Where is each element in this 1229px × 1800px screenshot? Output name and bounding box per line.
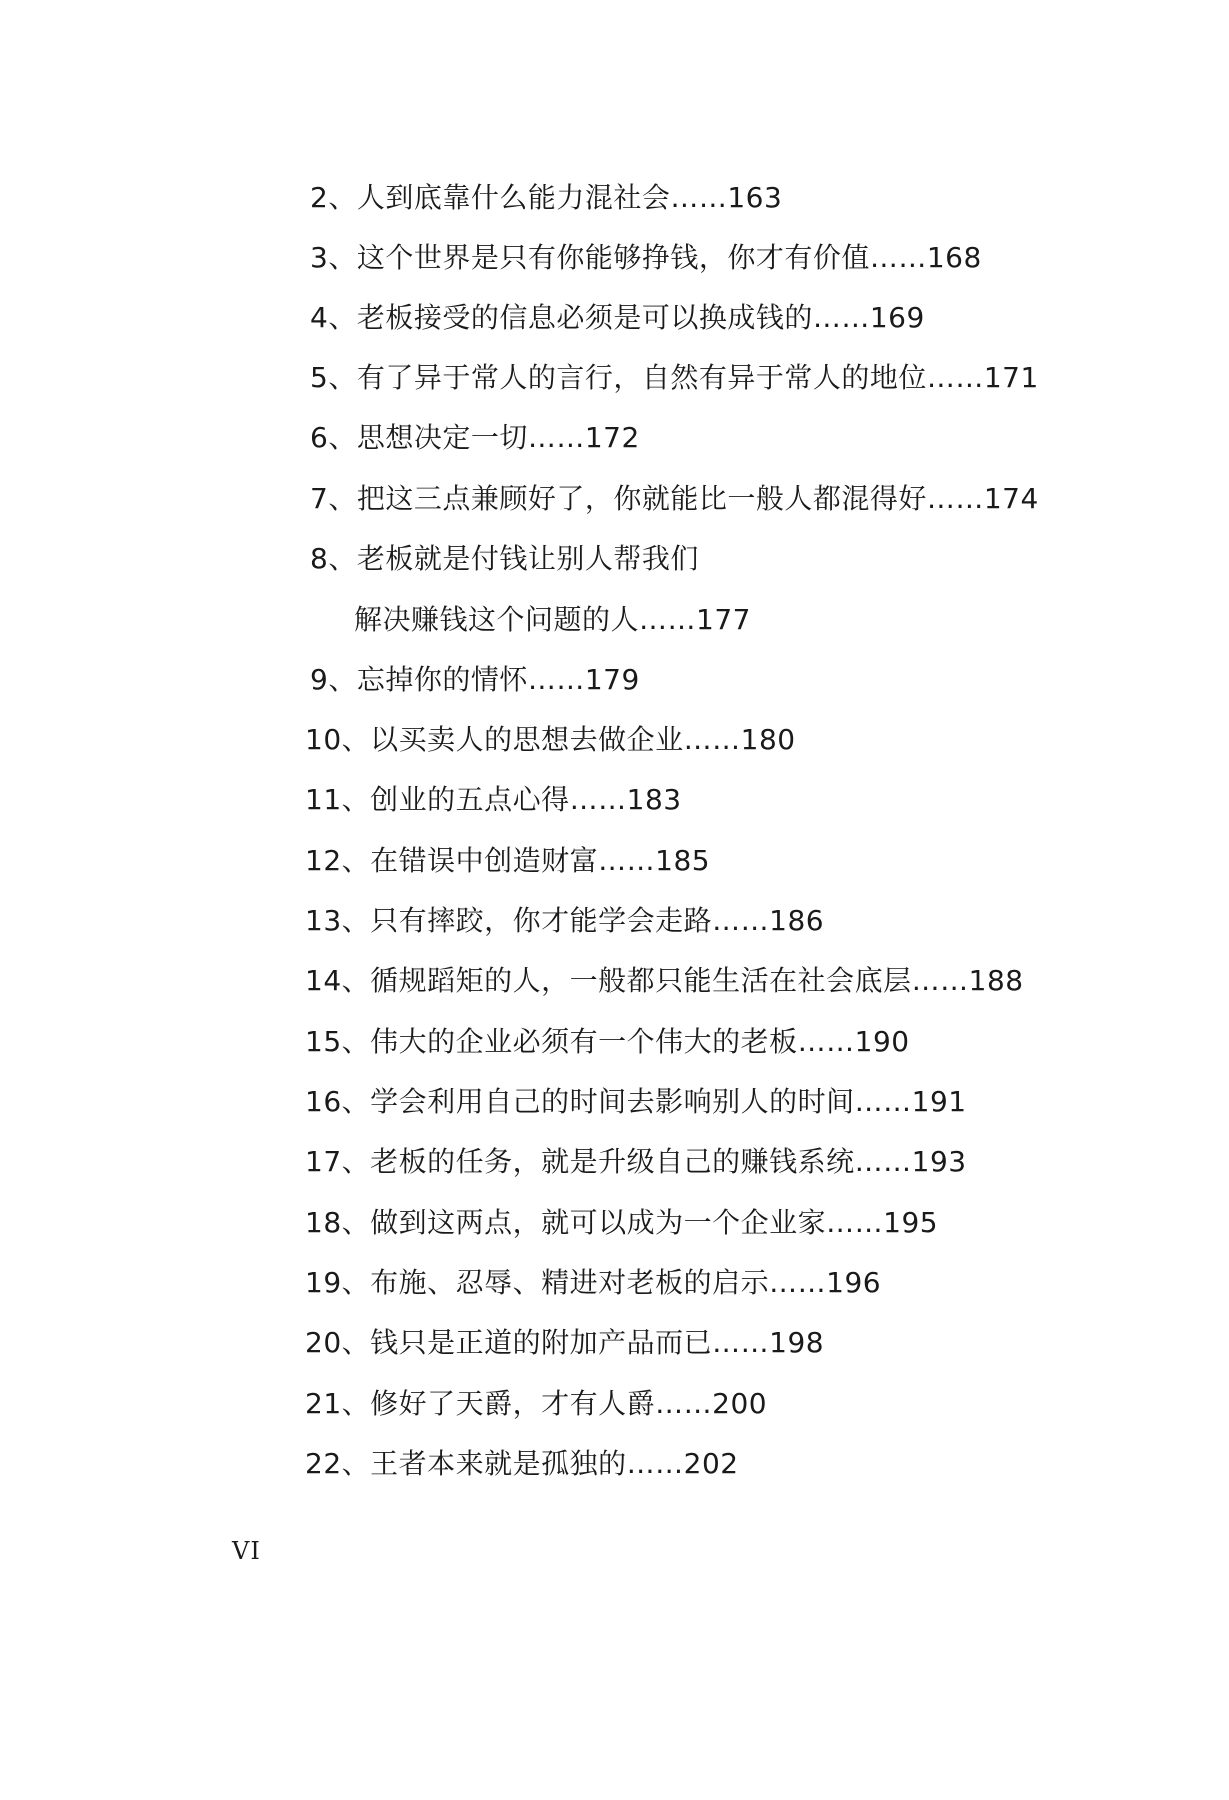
toc-entry-page: 179 [584,663,640,696]
toc-entry-leader: …… [639,603,697,636]
toc-entry-page: 174 [983,482,1039,515]
toc-entry-page: 185 [655,844,711,877]
toc-entry-page: 177 [696,603,751,636]
toc-entry-page: 169 [869,301,925,334]
toc-entry [310,300,925,336]
toc-entry-leader: …… [911,964,969,997]
toc-entry-leader: …… [812,301,870,334]
toc-entry-title: 伟大的企业必须有一个伟大的老板 [370,1025,798,1058]
toc-entry-page: 186 [769,904,825,937]
toc-entry-number: 17、 [305,1145,371,1178]
toc-entry-leader: …… [670,181,728,214]
toc-entry-title: 把这三点兼顾好了，你就能比一般人都混得好 [356,482,927,515]
toc-entry-number: 13、 [305,904,371,937]
toc-entry-number: 18、 [305,1206,371,1239]
toc-entry-title: 在错误中创造财富 [370,844,599,877]
toc-entry-number: 3、 [310,241,357,274]
toc-entry-number: 11、 [305,783,371,816]
toc-entry [305,843,710,879]
toc-entry-page: 198 [769,1326,825,1359]
toc-entry-leader: …… [655,1387,713,1420]
toc-entry-page: 172 [584,421,640,454]
toc-entry-title: 钱只是正道的附加产品而已 [370,1326,713,1359]
toc-entry-number: 16、 [305,1085,371,1118]
toc-entry-leader: …… [797,1025,855,1058]
toc-entry-number: 15、 [305,1025,371,1058]
toc-entry-number: 5、 [310,361,357,394]
toc-entry-title: 解决赚钱这个问题的人 [354,603,640,636]
toc-entry-page: 183 [626,783,682,816]
toc-entry-page: 188 [968,964,1024,997]
toc-entry [305,1144,967,1180]
toc-entry-title: 老板接受的信息必须是可以换成钱的 [356,301,813,334]
toc-entry [305,782,682,818]
toc-entry-leader: …… [926,361,984,394]
toc-entry-page: 195 [883,1206,939,1239]
toc-entry-number: 14、 [305,964,371,997]
toc-entry-page: 200 [712,1387,768,1420]
toc-entry-number: 10、 [305,723,371,756]
toc-entry-title: 人到底靠什么能力混社会 [356,181,671,214]
toc-entry-title: 循规蹈矩的人，一般都只能生活在社会底层 [370,964,912,997]
toc-entry-title: 只有摔跤，你才能学会走路 [370,904,713,937]
toc-entry-leader: …… [854,1085,912,1118]
toc-entry-title: 有了异于常人的言行，自然有异于常人的地位 [356,361,927,394]
toc-entry-page: 193 [911,1145,967,1178]
toc-entry [305,1205,938,1241]
toc-entry-title: 思想决定一切 [356,421,528,454]
toc-entry [310,662,640,698]
toc-entry-leader: …… [869,241,927,274]
toc-entry-number: 4、 [310,301,357,334]
toc-entry-title: 忘掉你的情怀 [356,663,528,696]
toc-entry-title: 布施、忍辱、精进对老板的启示 [370,1266,770,1299]
toc-entry-title: 创业的五点心得 [370,783,570,816]
toc-entry-leader: …… [569,783,627,816]
toc-entry-number: 12、 [305,844,371,877]
toc-entry-title: 老板的任务，就是升级自己的赚钱系统 [370,1145,855,1178]
toc-entry-page: 196 [826,1266,882,1299]
toc-entry [305,1084,967,1120]
toc-entry-page: 202 [683,1447,739,1480]
toc-entry [305,1024,910,1060]
toc-entry [305,1265,881,1301]
toc-entry [305,1386,767,1422]
toc-entry-leader: …… [598,844,656,877]
toc-entry [310,481,1039,517]
toc-entry-page: 191 [911,1085,967,1118]
toc-entry [305,903,824,939]
toc-entry-title: 老板就是付钱让别人帮我们 [356,542,699,575]
toc-entry-leader: …… [527,663,585,696]
toc-entry-number: 9、 [310,663,357,696]
toc-entry [310,541,699,577]
toc-entry-number: 6、 [310,421,357,454]
toc-entry-title: 以买卖人的思想去做企业 [370,723,684,756]
toc-entry-number: 7、 [310,482,357,515]
toc-entry-page: 180 [740,723,796,756]
toc-entry [310,360,1039,396]
toc-entry-number: 8、 [310,542,357,575]
toc-entry-number: 2、 [310,181,357,214]
toc-entry [305,1325,824,1361]
toc-entry-page: 190 [854,1025,910,1058]
toc-entry-leader: …… [683,723,741,756]
page-number: VI [232,1537,261,1565]
toc-entry [310,240,982,276]
toc-entry [305,1446,739,1482]
toc-entry-leader: …… [926,482,984,515]
toc-entry [305,722,796,758]
toc-entry-number: 20、 [305,1326,371,1359]
toc-entry-title: 做到这两点，就可以成为一个企业家 [370,1206,827,1239]
toc-entry-page: 168 [926,241,982,274]
toc-entry-leader: …… [854,1145,912,1178]
toc-entry-leader: …… [769,1266,827,1299]
toc-entry [305,963,1024,999]
toc-entry-title: 修好了天爵，才有人爵 [370,1387,656,1420]
toc-entry [310,420,640,456]
toc-entry-leader: …… [626,1447,684,1480]
toc-entry-title: 王者本来就是孤独的 [370,1447,627,1480]
toc-entry-leader: …… [527,421,585,454]
toc-entry-page: 171 [983,361,1039,394]
toc-entry-number: 21、 [305,1387,371,1420]
toc-entry-leader: …… [826,1206,884,1239]
toc-entry-title: 这个世界是只有你能够挣钱，你才有价值 [356,241,870,274]
toc-entry-leader: …… [712,1326,770,1359]
toc-entry-title: 学会利用自己的时间去影响别人的时间 [370,1085,855,1118]
toc-entry-number: 19、 [305,1266,371,1299]
toc-entry-continuation [354,602,751,638]
toc-entry-page: 163 [727,181,783,214]
toc-entry-leader: …… [712,904,770,937]
toc-entry [310,180,782,216]
toc-entry-number: 22、 [305,1447,371,1480]
